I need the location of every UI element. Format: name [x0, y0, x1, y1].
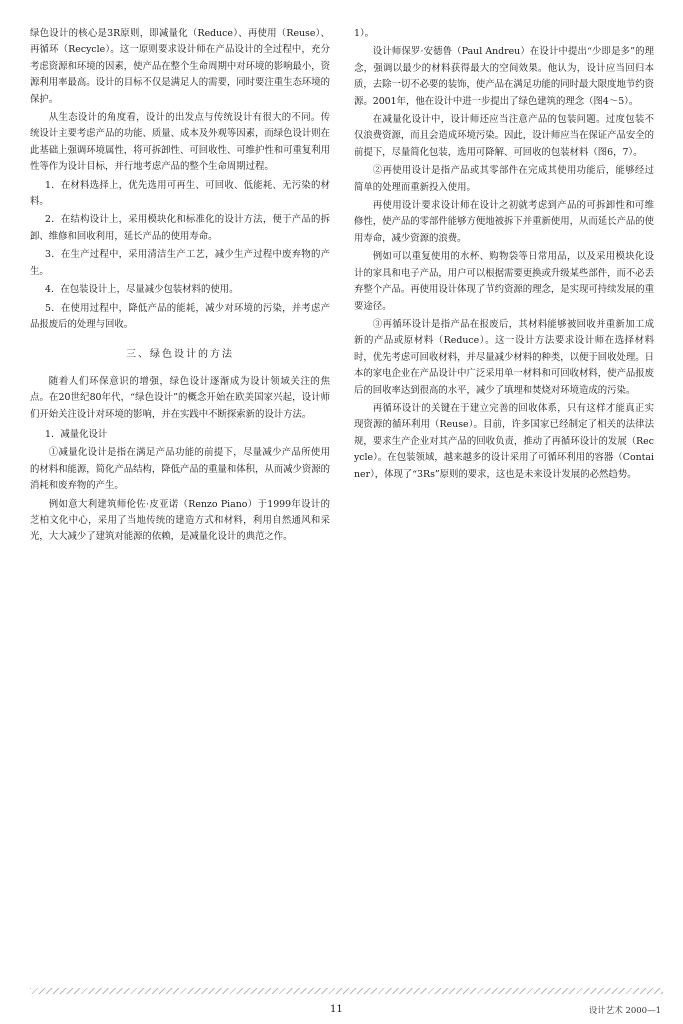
body-paragraph: 设计师保罗·安德鲁（Paul Andreu）在设计中提出“少即是多”的理念，强调以最少的材料获得最大的空间效果。他认为，设计应当回归本质，去除一切不必要的装饰，使产品在满足功能的同时最大限度地节约资源。2001年，他在设计中进一步提出了绿色建筑的理念（图4～5）。: [354, 46, 655, 107]
footer-divider: [30, 988, 663, 994]
continued-text: 1）。: [354, 28, 375, 39]
body-paragraph: 再使用设计要求设计师在设计之初就考虑到产品的可拆卸性和可维修性，使产品的零部件能够方便地被拆下并重新使用，从而延长产品的使用寿命，减少资源的浪费。: [354, 200, 655, 244]
body-paragraph: 随着人们环保意识的增强，绿色设计逐渐成为设计领域关注的焦点。在20世纪80年代，“绿色设计”的概念开始在欧美国家兴起，设计师们开始关注设计对环境的影响，并在实践中不断探索新的设计方法。: [30, 375, 330, 420]
left-column: [30, 26, 330, 548]
subsection-heading: 1．减量化设计: [45, 428, 108, 440]
list-item: 5．在使用过程中，降低产品的能耗，减少对环境的污染，并考虑产品报废后的处理与回收。: [30, 302, 330, 330]
body-paragraph: 再循环设计的关键在于建立完善的回收体系，只有这样才能真正实现资源的循环利用（Reuse）。目前，许多国家已经制定了相关的法律法规，要求生产企业对其产品的回收负责，推动了再循环设计的发展（Recycle）。在包装领域，越来越多的设计采用了可循环利用的容器（Container），体现了“3Rs”原则的要求，这也是未来设计发展的必然趋势。: [354, 402, 654, 480]
section-title: 三、绿色设计的方法: [126, 349, 234, 361]
body-paragraph: 绿色设计的核心是3R原则，即减量化（Reduce）、再使用（Reuse）、再循环（Recycle）。这一原则要求设计师在产品设计的全过程中，充分考虑资源和环境的因素，使产品在整个生命周期中对环境的影响最小，资源利用率最高。设计的目标不仅是满足人的需要，同时要注重生态环境的保护。: [30, 28, 331, 105]
list-item: 2．在结构设计上，采用模块化和标准化的设计方法，便于产品的拆卸、维修和回收利用，延长产品的使用寿命。: [30, 214, 330, 242]
journal-footer: 设计艺术 2000—1: [588, 1006, 661, 1016]
list-item: 3．在生产过程中，采用清洁生产工艺，减少生产过程中废弃物的产生。: [30, 249, 330, 277]
body-paragraph: 例如意大利建筑师伦佐·皮亚诺（Renzo Piano）于1999年设计的芝柏文化中心，采用了当地传统的建造方式和材料，利用自然通风和采光，大大减少了建筑对能源的依赖，是减量化设计的典范之作。: [30, 498, 330, 543]
body-paragraph: ③再循环设计是指产品在报废后，其材料能够被回收并重新加工成新的产品或原材料（Reduce）。这一设计方法要求设计师在选择材料时，优先考虑可回收材料，并尽量减少材料的种类，以便于回收处理。日本的家电企业在产品设计中广泛采用单一材料和可回收材料，使产品报废后的回收率达到很高的水平，减少了填埋和焚烧对环境造成的污染。: [354, 318, 655, 396]
body-paragraph: ①减量化设计是指在满足产品功能的前提下，尽量减少产品所使用的材料和能源，简化产品结构，降低产品的重量和体积，从而减少资源的消耗和废弃物的产生。: [30, 447, 331, 492]
body-paragraph: 从生态设计的角度看，设计的出发点与传统设计有很大的不同。传统设计主要考虑产品的功能、质量、成本及外观等因素，而绿色设计则在此基础上强调环境属性，将可拆卸性、可回收性、可维护性和可重复利用性等作为设计目标，并行地考虑产品的整个生命周期过程。: [30, 112, 331, 173]
body-paragraph: 在减量化设计中，设计师还应当注意产品的包装问题。过度包装不仅浪费资源，而且会造成环境污染。因此，设计师应当在保证产品安全的前提下，尽量简化包装，选用可降解、可回收的包装材料（图6，7）。: [354, 114, 655, 158]
list-item: 4．在包装设计上，尽量减少包装材料的使用。: [45, 284, 239, 296]
page-number: 11: [330, 1004, 343, 1015]
body-paragraph: ②再使用设计是指产品或其零部件在完成其使用功能后，能够经过简单的处理而重新投入使用。: [354, 165, 654, 193]
body-paragraph: 例如可以重复使用的水杯、购物袋等日常用品，以及采用模块化设计的家具和电子产品，用户可以根据需要更换或升级某些部件，而不必丢弃整个产品。再使用设计体现了节约资源的理念，是实现可持续发展的重要途径。: [354, 251, 655, 312]
right-column: [354, 26, 654, 485]
list-item: 1．在材料选择上，优先选用可再生、可回收、低能耗、无污染的材料。: [30, 179, 330, 208]
